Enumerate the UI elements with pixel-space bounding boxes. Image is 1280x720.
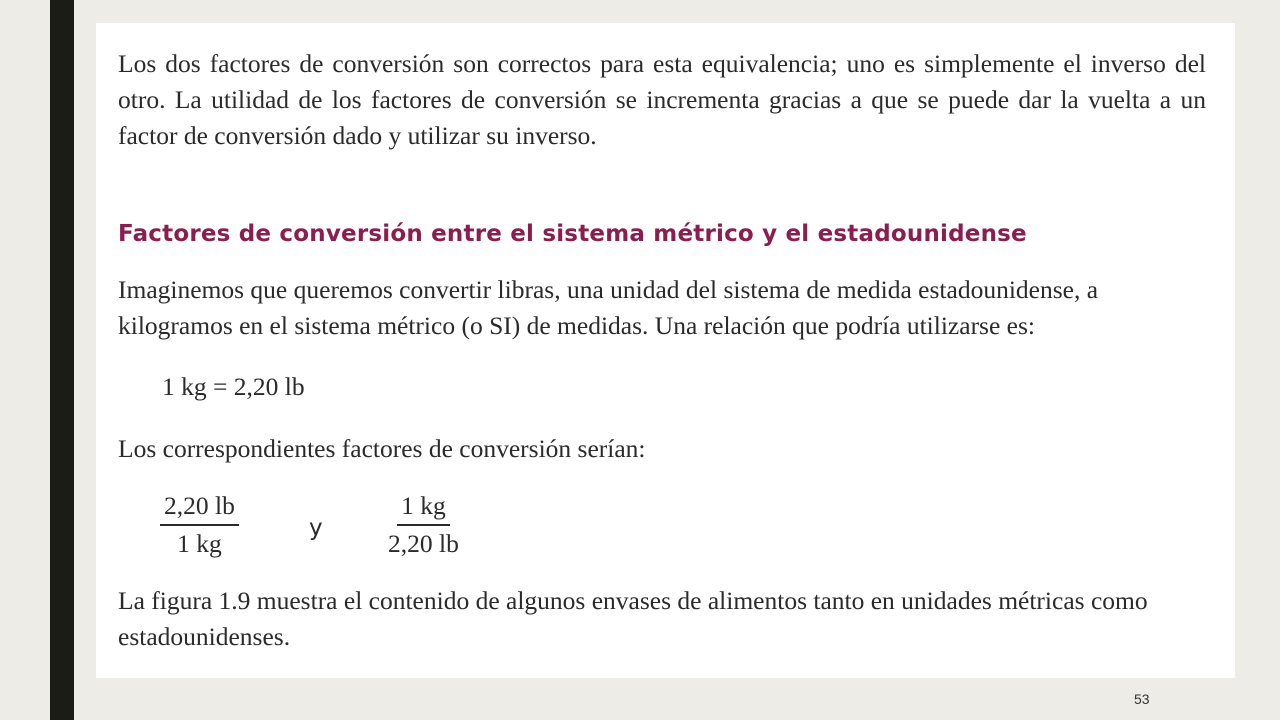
page-number: 53 bbox=[1134, 691, 1150, 707]
content-image bbox=[96, 23, 1235, 678]
fraction-numerator: 1 kg bbox=[397, 491, 450, 526]
paragraph-conversion-factors: Los correspondientes factores de conversión serían: bbox=[118, 434, 646, 463]
section-heading: Factores de conversión entre el sistema métrico y el estadounidense bbox=[118, 221, 1027, 247]
fraction-numerator: 2,20 lb bbox=[160, 491, 239, 526]
paragraph-figure-reference: La figura 1.9 muestra el contenido de algunos envases de alimentos tanto en unidades métricas como estadounidenses. bbox=[118, 586, 1148, 651]
conversion-factor-lb-per-kg bbox=[160, 491, 239, 559]
equivalence-equation: 1 kg = 2,20 lb bbox=[162, 372, 305, 401]
fraction-denominator: 2,20 lb bbox=[388, 529, 459, 558]
fraction-denominator: 1 kg bbox=[177, 529, 222, 558]
paragraph-pounds-to-kilograms: Imaginemos que queremos convertir libras, una unidad del sistema de medida estadounidense, a kilogramos en el sistema métrico (o SI) de medidas. Una relación que podría utilizarse es: bbox=[118, 275, 1099, 340]
conversion-factor-kg-per-lb bbox=[384, 491, 463, 559]
paragraph-inverse-factors: Los dos factores de conversión son correctos para esta equivalencia; uno es simplemente el inverso del otro. La utilidad de los factores de conversión se incrementa gracias a que se puede dar la vuelta a un factor de conversión dado y utilizar su inverso. bbox=[118, 49, 1206, 150]
conjunction-y: y bbox=[309, 515, 323, 541]
slide-side-bar bbox=[50, 0, 74, 720]
